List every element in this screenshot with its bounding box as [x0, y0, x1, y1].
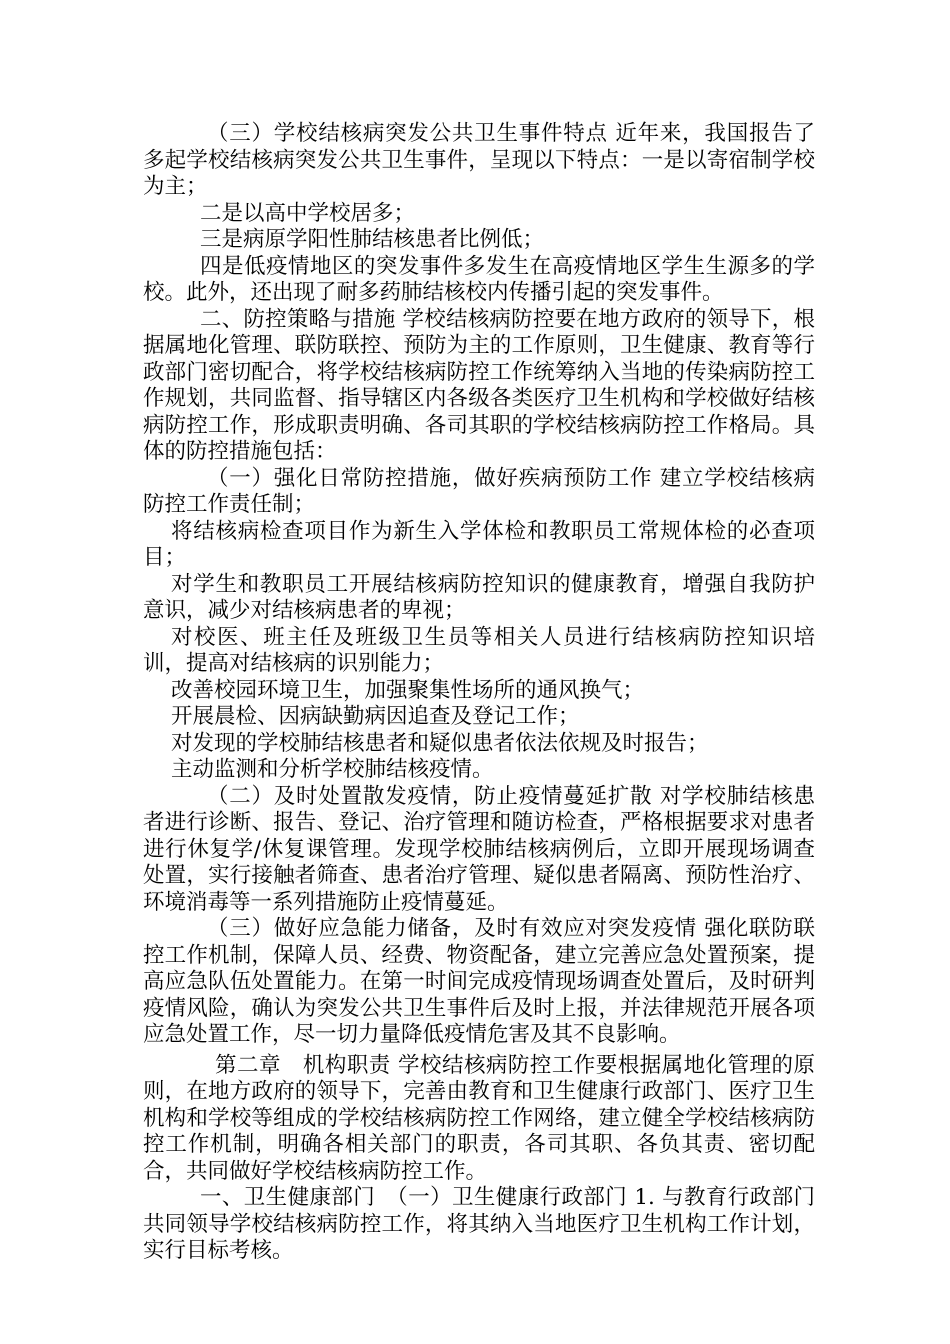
paragraph-morning-check: 开展晨检、因病缺勤病因追查及登记工作； [171, 704, 580, 729]
paragraph-chapter-two: 第二章 机构职责 学校结核病防控工作要根据属地化管理的原则，在地方政府的领导下，完善由教育和卫生健康行政部门、医疗卫生机构和学校等组成的学校结核病防控工作网络，建立健全学校结核病防控工作机制，明确各相关部门的职责，各司其职、各负其责、密切配合，共同做好学校结核病防控工作。 [143, 1052, 815, 1184]
paragraph-low-epidemic: 四是低疫情地区的突发事件多发生在高疫情地区学生生源多的学校。此外，还出现了耐多药肺结核校内传播引起的突发事件。 [143, 253, 815, 305]
paragraph-staff-training: 对校医、班主任及班级卫生员等相关人员进行结核病防控知识培训，提高对结核病的识别能力； [143, 624, 815, 676]
paragraph-reporting: 对发现的学校肺结核患者和疑似患者依法依规及时报告； [171, 730, 709, 756]
paragraph-positive-ratio: 三是病原学阳性肺结核患者比例低； [200, 227, 545, 252]
paragraph-physical-exam: 将结核病检查项目作为新生入学体检和教职员工常规体检的必查项目； [143, 518, 815, 570]
paragraph-high-school: 二是以高中学校居多； [200, 200, 416, 226]
document-body [143, 121, 815, 1265]
paragraph-sporadic-cases: （二）及时处置散发疫情，防止疫情蔓延扩散 对学校肺结核患者进行诊断、报告、登记、治疗管理和随访检查，严格根据要求对患者进行休复学/休复课管理。发现学校肺结核病例后，立即开展现场调查处置，实行接触者筛查、患者治疗管理、疑似患者隔离、预防性治疗、环境消毒等一系列措施防止疫情蔓延。 [143, 783, 815, 915]
paragraph-environment: 改善校园环境卫生，加强聚集性场所的通风换气； [171, 677, 645, 703]
paragraph-health-department: 一、卫生健康部门 （一）卫生健康行政部门 1. 与教育行政部门共同领导学校结核病防控工作，将其纳入当地医疗卫生机构工作计划，实行目标考核。 [143, 1185, 815, 1263]
paragraph-health-education: 对学生和教职员工开展结核病防控知识的健康教育，增强自我防护意识，减少对结核病患者的卑视； [143, 571, 815, 623]
paragraph-emergency: （三）做好应急能力储备，及时有效应对突发疫情 强化联防联控工作机制，保障人员、经费、物资配备，建立完善应急处置预案，提高应急队伍处置能力。在第一时间完成疫情现场调查处置后，及时研判疫情风险，确认为突发公共卫生事件后及时上报，并法律规范开展各项应急处置工作，尽一切力量降低疫情危害及其不良影响。 [143, 916, 815, 1047]
paragraph-strategy: 二、防控策略与措施 学校结核病防控要在地方政府的领导下，根据属地化管理、联防联控、预防为主的工作原则，卫生健康、教育等行政部门密切配合，将学校结核病防控工作统筹纳入当地的传染病防控工作规划，共同监督、指导辖区内各级各类医疗卫生机构和学校做好结核病防控工作，形成职责明确、各司其职的学校结核病防控工作格局。具体的防控措施包括： [143, 306, 815, 464]
paragraph-daily-prevention: （一）强化日常防控措施，做好疾病预防工作 建立学校结核病防控工作责任制； [143, 465, 815, 517]
paragraph-school-tb-events: （三）学校结核病突发公共卫生事件特点 近年来，我国报告了多起学校结核病突发公共卫生事件，呈现以下特点：一是以寄宿制学校为主； [143, 121, 815, 199]
paragraph-monitoring: 主动监测和分析学校肺结核疫情。 [171, 757, 494, 782]
